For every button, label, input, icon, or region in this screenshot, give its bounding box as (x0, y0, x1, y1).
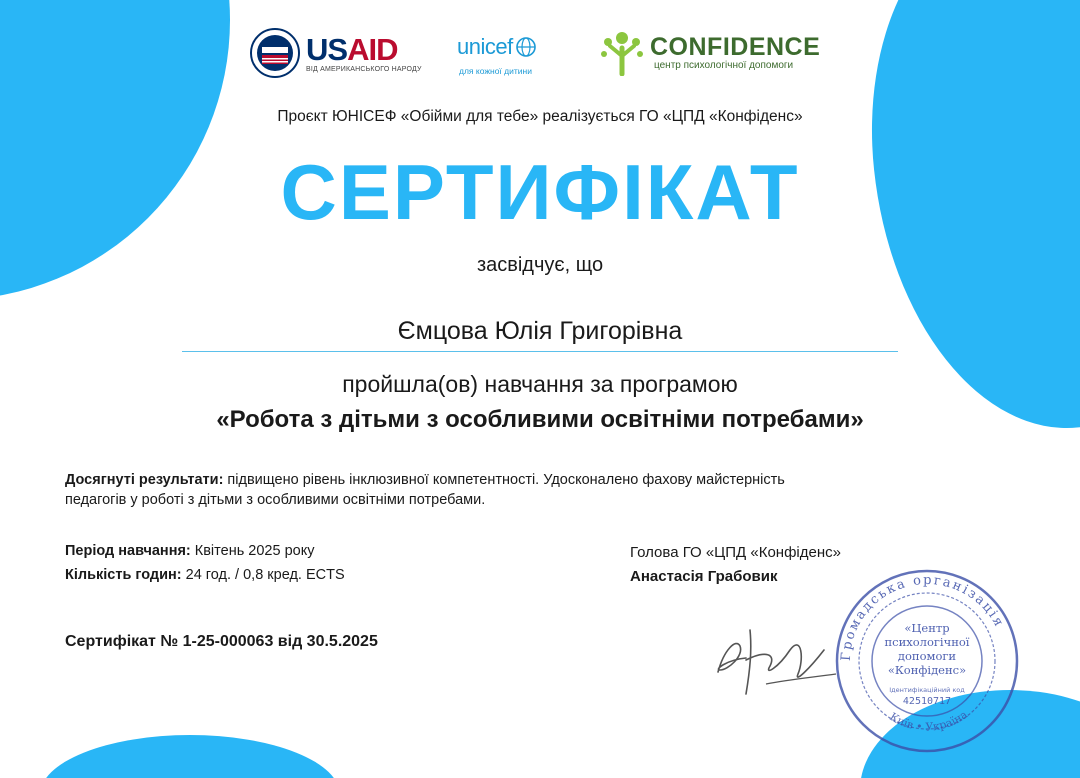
usaid-seal-icon (250, 28, 300, 78)
completed-text: пройшла(ов) навчання за програмою (342, 371, 738, 397)
unicef-logo (457, 34, 537, 76)
recipient-name: Ємцова Юлія Григорівна (397, 317, 683, 345)
unicef-subtitle: для кожної дитини (459, 66, 532, 76)
stamp-bottom-text: Київ • Україна (887, 708, 971, 734)
svg-text:Київ • Україна (887, 708, 970, 734)
stamp-id-code: 42510717 (902, 696, 952, 707)
unicef-wordmark: unicef (457, 34, 513, 59)
signature-icon (706, 610, 846, 710)
confidence-logo (600, 28, 820, 76)
usaid-subtitle: ВІД АМЕРИКАНСЬКОГО НАРОДУ (306, 65, 422, 73)
confidence-wordmark: CONFIDENCE (650, 32, 821, 61)
certificate-title: СЕРТИФІКАТ (280, 148, 800, 236)
period-value: Квітень 2025 року (190, 543, 315, 559)
recipient-underline (182, 351, 898, 352)
certifies-text: засвідчує, що (476, 254, 604, 276)
stamp-line-4: «Конфіденс» (887, 663, 967, 677)
results-text: підвищено рівень інклюзивної компетентності. Удосконалено фахову майстерність педагогів у роботі з дітьми з особливими освітніми потребами. (65, 472, 785, 508)
head-title: Голова ГО «ЦПД «Конфіденс» (630, 544, 841, 561)
period-label: Період навчання: (65, 543, 191, 559)
stamp-line-1: «Центр (904, 621, 950, 635)
program-title: «Робота з дітьми з особливими освітніми потребами» (216, 406, 864, 433)
results-paragraph (65, 470, 825, 510)
project-line: Проєкт ЮНІСЕФ «Обійми для тебе» реалізується ГО «ЦПД «Конфіденс» (277, 108, 803, 125)
partner-logos (0, 28, 1080, 88)
results-label: Досягнуті результати: (65, 472, 224, 488)
decorative-blob-bottom-left (40, 735, 340, 778)
stamp-ring-text: Громадська організація (838, 572, 1007, 662)
study-hours (65, 565, 345, 585)
confidence-tree-icon (600, 28, 644, 76)
hours-label: Кількість годин: (65, 567, 182, 583)
hours-value: 24 год. / 0,8 кред. ECTS (181, 567, 345, 583)
confidence-subtitle: центр психологічної допомоги (654, 59, 794, 71)
certificate-number: Сертифікат № 1-25-000063 від 30.5.2025 (65, 633, 378, 650)
study-period (65, 541, 314, 561)
head-name: Анастасія Грабовик (630, 568, 778, 585)
unicef-globe-icon (515, 36, 537, 58)
usaid-wordmark: USAID (306, 31, 398, 67)
stamp-line-2: психологічної (884, 635, 970, 649)
stamp-line-3: допомоги (897, 649, 957, 663)
stamp-id-label: Ідентифікаційний код (889, 686, 965, 694)
stamp-icon (832, 566, 1022, 756)
usaid-logo (250, 28, 422, 78)
